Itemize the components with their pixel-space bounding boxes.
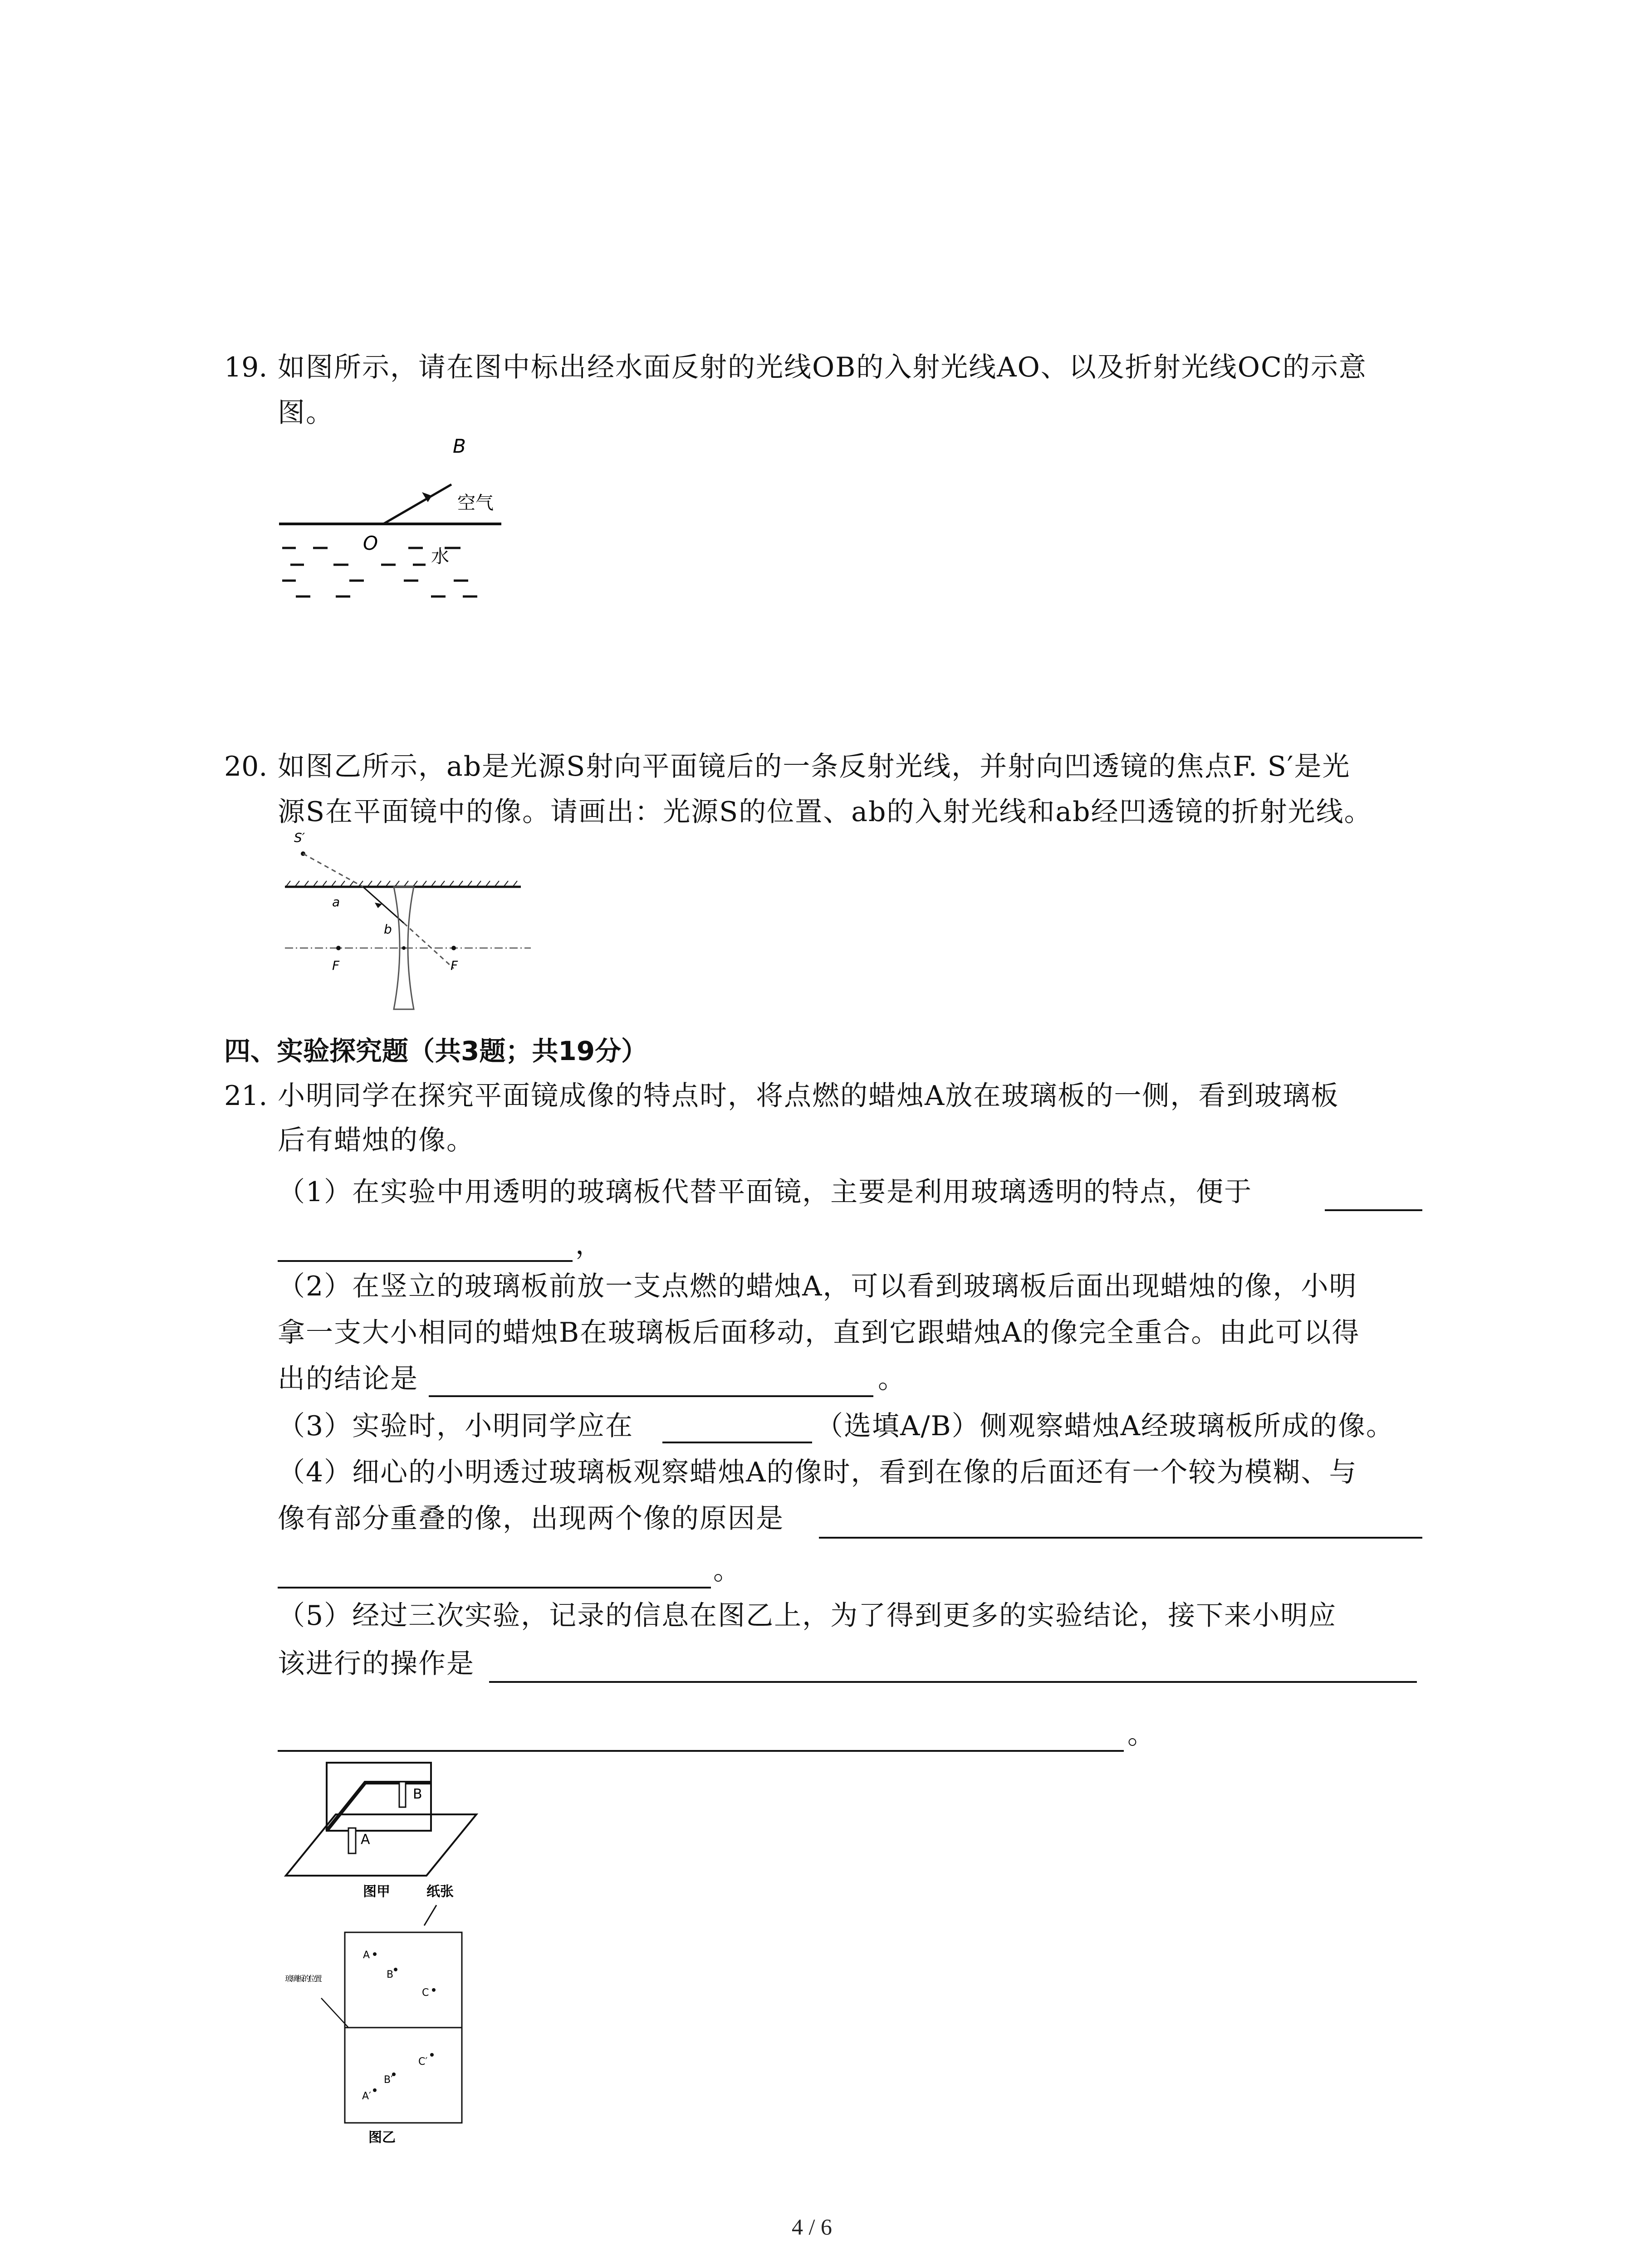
- dashed-line-to-focus: [404, 923, 454, 968]
- point-c: [432, 1988, 436, 1992]
- lens-center: [402, 946, 406, 950]
- table-plane: [286, 1814, 476, 1876]
- focus-right: [451, 946, 456, 950]
- label-pt-b-prime: B′: [384, 2074, 393, 2086]
- label-a: a: [332, 894, 340, 909]
- label-b: b: [384, 922, 392, 937]
- label-f-left: F: [332, 958, 340, 973]
- page-number: 4 / 6: [792, 2214, 832, 2239]
- q21-intro-line2: 后有蜡烛的像。: [278, 1124, 475, 1156]
- q21-part4-line2: 像有部分重叠的像，出现两个像的原因是: [278, 1503, 784, 1535]
- label-pt-c-prime: C′: [418, 2056, 428, 2068]
- dashed-line-s-prime: [303, 854, 363, 887]
- q21-part5-end: 。: [1127, 1719, 1156, 1750]
- q21-part2-end: 。: [878, 1363, 906, 1395]
- q21-figure-jia: [277, 1760, 485, 1901]
- label-pt-a-prime: A′: [362, 2091, 372, 2102]
- label-pt-b: B: [387, 1969, 394, 1980]
- candle-a: [348, 1828, 356, 1853]
- label-pt-a: A: [363, 1950, 370, 1961]
- section-title: 四、实验探究题（共3题；共19分）: [224, 1036, 648, 1066]
- q21-part1-blank-a[interactable]: [1325, 1209, 1422, 1211]
- label-paper: 纸张: [426, 1884, 454, 1900]
- q21-part5-blank-b[interactable]: [278, 1750, 1124, 1752]
- point-a-prime: [373, 2088, 377, 2092]
- label-air: 空气: [457, 493, 494, 513]
- q19-figure-reflection: [272, 431, 508, 603]
- q20-text-line2: 源S在平面镜中的像。请画出：光源S的位置、ab的入射光线和ab经凹透镜的折射光线。: [278, 796, 1372, 828]
- q21-number: 21.: [224, 1080, 268, 1112]
- label-water: 水: [431, 546, 449, 567]
- label-o: O: [363, 532, 378, 554]
- label-b: B: [453, 435, 466, 457]
- q21-part2-line2: 拿一支大小相同的蜡烛B在玻璃板后面移动，直到它跟蜡烛A的像完全重合。由此可以得: [278, 1317, 1360, 1349]
- q21-part2-line1: （2）在竖立的玻璃板前放一支点燃的蜡烛A，可以看到玻璃板后面出现蜡烛的像，小明: [278, 1271, 1357, 1302]
- q21-part2-line3: 出的结论是: [278, 1363, 418, 1395]
- q19-text-line1: 如图所示，请在图中标出经水面反射的光线OB的入射光线AO、以及折射光线OC的示意: [278, 352, 1367, 383]
- focus-left: [336, 946, 341, 950]
- q20-number: 20.: [224, 751, 268, 782]
- q21-part4-blank-b[interactable]: [278, 1587, 711, 1589]
- q21-part3-before: （3）实验时，小明同学应在: [278, 1410, 634, 1442]
- ray-ob: [383, 484, 451, 524]
- q19-number: 19.: [224, 352, 268, 383]
- caption-jia: 图甲: [363, 1884, 390, 1900]
- q20-text-line1: 如图乙所示，ab是光源S射向平面镜后的一条反射光线，并射向凹透镜的焦点F. S′是光: [278, 751, 1351, 782]
- q21-part5-line2: 该进行的操作是: [278, 1648, 475, 1680]
- point-b: [394, 1968, 397, 1971]
- candle-b: [399, 1782, 406, 1807]
- q21-part3-after: （选填A/B）侧观察蜡烛A经玻璃板所成的像。: [816, 1410, 1394, 1442]
- q19-text-line2: 图。: [278, 397, 334, 429]
- label-b: B: [413, 1786, 422, 1802]
- q21-part3-blank[interactable]: [662, 1442, 812, 1443]
- q21-part4-blank-a[interactable]: [819, 1537, 1422, 1539]
- q21-part5-line1: （5）经过三次实验，记录的信息在图乙上，为了得到更多的实验结论，接下来小明应: [278, 1600, 1337, 1632]
- label-f-right: F: [451, 958, 458, 973]
- point-c-prime: [430, 2053, 434, 2057]
- q21-part4-line1: （4）细心的小明透过玻璃板观察蜡烛A的像时，看到在像的后面还有一个较为模糊、与: [278, 1457, 1357, 1488]
- q21-part1-end: ，: [575, 1229, 603, 1261]
- q21-part4-end: 。: [713, 1554, 741, 1586]
- q21-intro-line1: 小明同学在探究平面镜成像的特点时，将点燃的蜡烛A放在玻璃板的一侧，看到玻璃板: [278, 1080, 1339, 1112]
- q21-figure-yi: [272, 1901, 481, 2146]
- q21-part5-blank-a[interactable]: [489, 1681, 1417, 1683]
- paper-pointer-line: [424, 1905, 436, 1926]
- q21-part1-line1: （1）在实验中用透明的玻璃板代替平面镜，主要是利用玻璃透明的特点，便于: [278, 1176, 1253, 1208]
- q21-part1-blank-b[interactable]: [278, 1260, 573, 1262]
- point-a: [373, 1952, 377, 1956]
- q20-figure-mirror-lens: [272, 826, 535, 1016]
- caption-yi: 图乙: [368, 2130, 396, 2146]
- q21-part2-blank[interactable]: [429, 1395, 873, 1397]
- label-a: A: [361, 1832, 370, 1848]
- label-glass-position: 玻璃板的位置: [285, 1975, 322, 1984]
- label-pt-c: C: [422, 1987, 429, 1999]
- label-s-prime: S′: [294, 830, 305, 845]
